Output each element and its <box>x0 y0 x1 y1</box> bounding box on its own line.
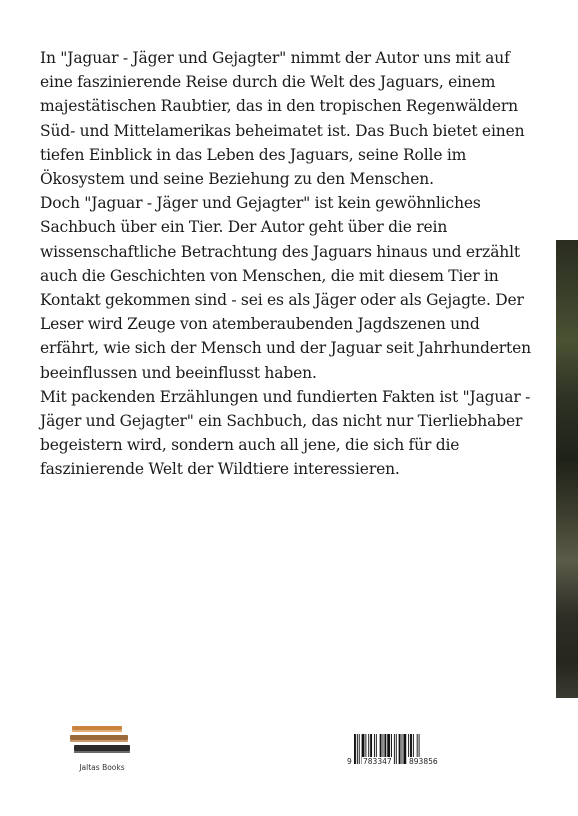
blurb-paragraph-1: In "Jaguar - Jäger und Gejagter" nimmt der Autor uns mit auf eine faszinierende Reise durch die Welt des Jaguars, einem majestätischen Raubtier, das in den tropischen Regenwäldern Süd- und Mittelamerikas beheimatet ist. Das Buch bietet einen tiefen Einblick in das Leben des Jaguars, seine Rolle im Ökosystem und seine Beziehung zu den Menschen. <box>40 49 525 189</box>
barcode-bar <box>357 734 358 764</box>
barcode-bar <box>354 734 356 764</box>
barcode-bar <box>394 734 395 764</box>
barcode-right-group: 893856 <box>409 757 438 766</box>
stacked-books-icon <box>66 718 138 762</box>
isbn-barcode <box>346 734 450 770</box>
barcode-left-group: 783347 <box>363 757 392 766</box>
publisher-name: Jaltas Books <box>79 763 125 772</box>
barcode-bar <box>403 734 406 764</box>
blurb-paragraph-3: Mit packenden Erzählungen und fundierten Fakten ist "Jaguar - Jäger und Gejagter" ein Sachbuch, das nicht nur Tierliebhaber begeistern wird, sondern auch all jene, die sich für die faszinierende Welt der Wildtiere interessieren. <box>40 387 531 479</box>
back-cover-blurb <box>40 46 532 482</box>
barcode-bar <box>396 734 397 764</box>
barcode-bar <box>359 734 360 764</box>
barcode-prefix-digit: 9 <box>347 757 352 766</box>
publisher-logo <box>66 718 138 774</box>
blurb-paragraph-2: Doch "Jaguar - Jäger und Gejagter" ist kein gewöhnliches Sachbuch über ein Tier. Der Autor geht über die rein wissenschaftliche Betrachtung des Jaguars hinaus und erzählt auch die Geschichten von Menschen, die mit diesem Tier in Kontakt gekommen sind - sei es als Jäger oder als Gejagte. Der Leser wird Zeuge von atemberaubenden Jagdszenen und erfährt, wie sich der Mensch und der Jaguar seit Jahrhunderten beeinflussen und beeinflusst haben. <box>40 194 531 382</box>
cover-wraparound-photo-strip <box>556 240 578 698</box>
barcode-bar <box>399 734 401 764</box>
barcode-bar <box>402 734 403 764</box>
